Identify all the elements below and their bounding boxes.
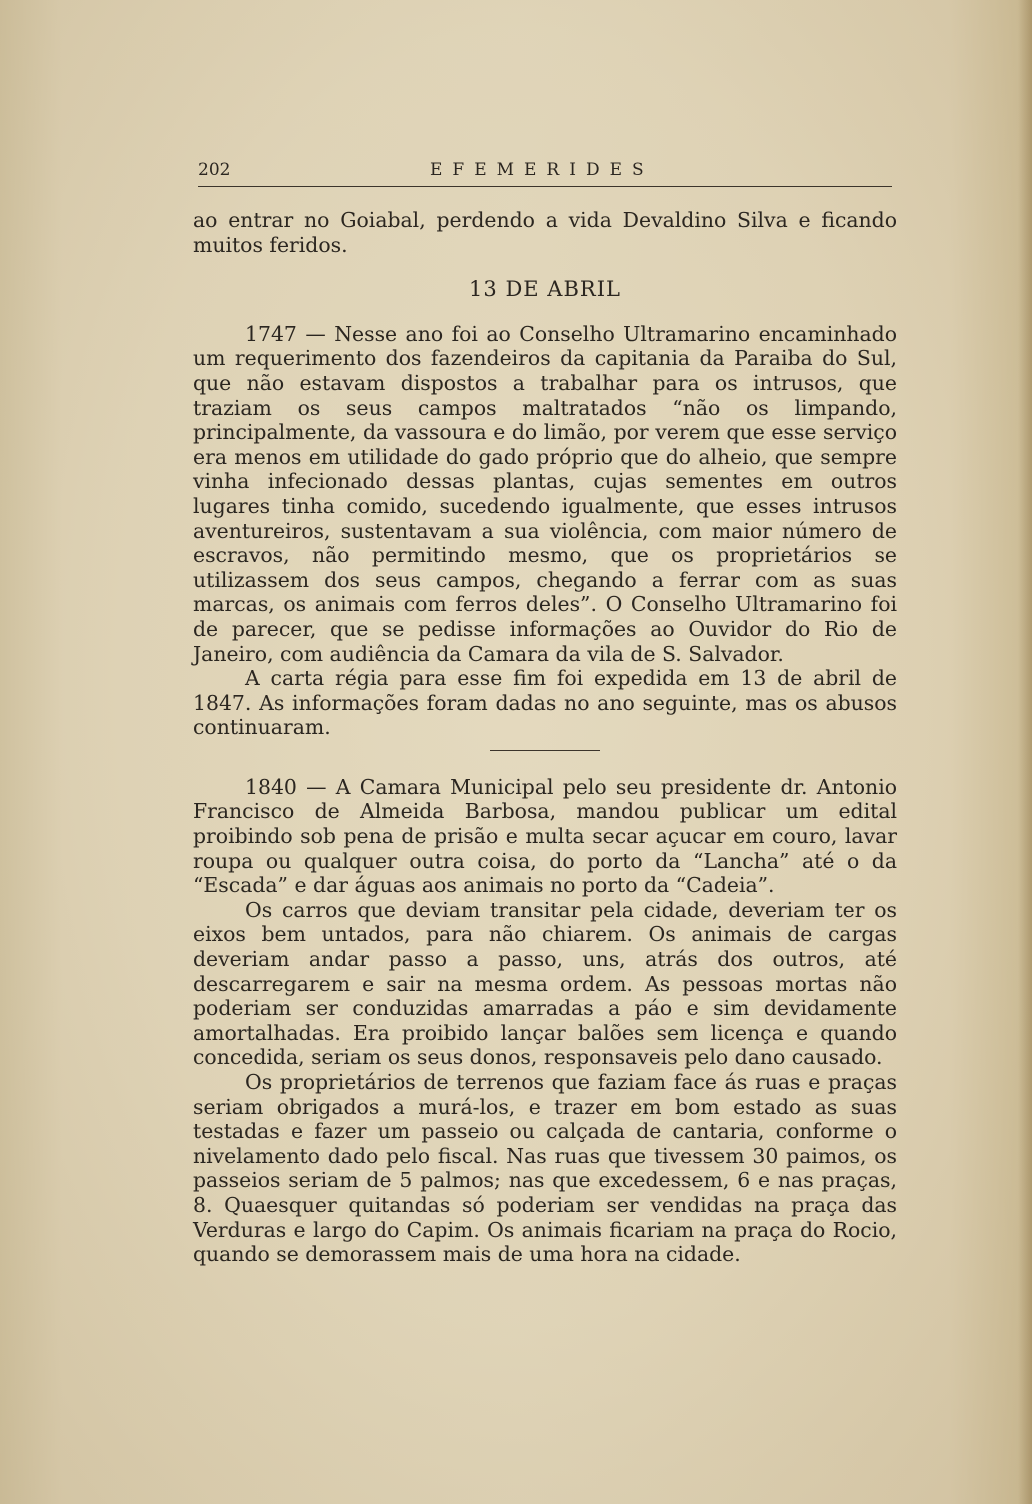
continuation-paragraph: ao entrar no Goiabal, perdendo a vida Devaldino Silva e ficando muitos feridos. [193, 208, 897, 257]
running-header [198, 160, 892, 187]
entry-1747-paragraph-2: A carta régia para esse fim foi expedida em 13 de abril de 1847. As informações foram dadas no ano seguinte, mas os abusos continuaram. [193, 666, 897, 740]
entry-1840-paragraph-3: Os proprietários de terrenos que faziam face ás ruas e praças seriam obrigados a murá-los, e trazer em bom estado as suas testadas e fazer um passeio ou calçada de cantaria, conforme o nivelamento dado pelo fiscal. Nas ruas que tivessem 30 paimos, os passeios seriam de 5 palmos; nas que excedessem, 6 e nas praças, 8. Quaesquer quitandas só poderiam ser vendidas na praça das Verduras e largo do Capim. Os animais ficariam na praça do Rocio, quando se demorassem mais de uma hora na cidade. [193, 1070, 897, 1267]
section-divider [490, 750, 600, 751]
page-number: 202 [198, 160, 231, 180]
section-heading: 13 DE ABRIL [469, 277, 621, 302]
running-title: EFEMERIDES [430, 160, 654, 180]
page-edge-shadow [1018, 0, 1032, 1504]
entry-1747-paragraph: 1747 — Nesse ano foi ao Conselho Ultramarino encaminhado um requerimento dos fazendeiros da capitania da Paraiba do Sul, que não estavam dispostos a trabalhar para os intrusos, que traziam os seus campos maltratados “não os limpando, principalmente, da vassoura e do limão, por verem que esse serviço era menos em utilidade do gado próprio que do alheio, que sempre vinha infecionado dessas plantas, cujas sementes em outros lugares tinha comido, sucedendo igualmente, que esses intrusos aventureiros, sustentavam a sua violência, com maior número de escravos, não permitindo mesmo, que os proprietários se utilizassem dos seus campos, chegando a ferrar com as suas marcas, os animais com ferros deles”. O Conselho Ultramarino foi de parecer, que se pedisse informações ao Ouvidor do Rio de Janeiro, com audiência da Camara da vila de S. Salvador. [193, 321, 897, 666]
body-text [193, 208, 897, 1267]
entry-1840-paragraph: 1840 — A Camara Municipal pelo seu presidente dr. Antonio Francisco de Almeida Barbosa, mandou publicar um edital proibindo sob pena de prisão e multa secar açucar em couro, lavar roupa ou qualquer outra coisa, do porto da “Lancha” até o da “Escada” e dar águas aos animais no porto da “Cadeia”. [193, 774, 897, 898]
entry-1840-paragraph-2: Os carros que deviam transitar pela cidade, deveriam ter os eixos bem untados, para não chiarem. Os animais de cargas deveriam andar passo a passo, uns, atrás dos outros, até descarregarem e sair na mesma ordem. As pessoas mortas não poderiam ser conduzidas amarradas a páo e sim devidamente amortalhadas. Era proibido lançar balões sem licença e quando concedida, seriam os seus donos, responsaveis pelo dano causado. [193, 897, 897, 1070]
